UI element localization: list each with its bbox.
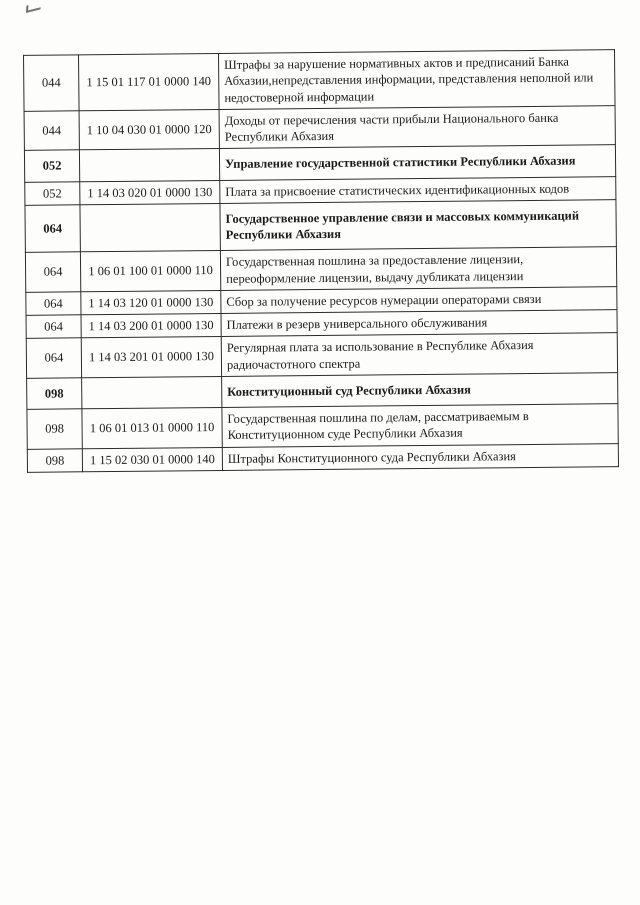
kbk-code-cell: 1 15 01 117 01 0000 140 (79, 53, 220, 110)
scan-artifact (26, 2, 41, 13)
description-cell: Сбор за получение ресурсов нумерации операторами связи (221, 286, 617, 313)
admin-code-cell: 064 (25, 205, 80, 253)
admin-code-cell: 064 (26, 315, 81, 339)
admin-code-cell: 052 (24, 150, 79, 182)
description-cell: Конституционный суд Республики Абхазия (222, 372, 618, 407)
description-cell: Государственное управление связи и массовых коммуникаций Республики Абхазия (220, 199, 616, 250)
table-row (24, 105, 615, 150)
kbk-code-cell (80, 203, 220, 252)
admin-code-cell: 064 (25, 252, 80, 292)
kbk-code-cell: 1 14 03 020 01 0000 130 (80, 180, 220, 205)
admin-code-cell: 098 (27, 448, 82, 472)
kbk-code-cell (79, 149, 219, 182)
kbk-code-cell: 1 14 03 200 01 0000 130 (81, 313, 221, 338)
table-row (24, 50, 616, 111)
kbk-code-cell: 1 15 02 030 01 0000 140 (82, 447, 222, 472)
description-cell: Штрафы Конституционного суда Республики Абхазия (222, 443, 618, 470)
table-body (24, 50, 619, 472)
table-row (27, 404, 618, 449)
kbk-code-cell: 1 14 03 120 01 0000 130 (81, 290, 221, 315)
description-cell: Штрафы за нарушение нормативных актов и предписаний Банка Абхазии,непредставления информации, представления неполной или недостоверной информации (219, 50, 616, 110)
kbk-code-cell: 1 14 03 201 01 0000 130 (81, 337, 221, 378)
admin-code-cell: 044 (24, 55, 80, 111)
revenue-codes-table (23, 49, 619, 472)
description-cell: Платежи в резерв универсального обслуживания (221, 310, 617, 337)
admin-code-cell: 064 (26, 292, 81, 316)
admin-code-cell: 052 (25, 181, 80, 205)
kbk-code-cell: 1 10 04 030 01 0000 120 (79, 109, 219, 150)
description-cell: Государственная пошлина за предоставление лицензии, переоформление лицензии, выдачу дубликата лицензии (220, 247, 616, 290)
kbk-code-cell: 1 06 01 100 01 0000 110 (80, 251, 220, 292)
description-cell: Регулярная плата за использование в Республике Абхазия радиочастотного спектра (221, 333, 617, 376)
kbk-code-cell: 1 06 01 013 01 0000 110 (82, 407, 222, 448)
table-row (27, 443, 618, 472)
admin-code-cell: 044 (24, 111, 79, 151)
description-cell: Доходы от перечисления части прибыли Национального банка Республики Абхазия (219, 105, 615, 148)
admin-code-cell: 064 (26, 338, 81, 378)
admin-code-cell: 098 (27, 378, 82, 410)
description-cell: Управление государственной статистики Республики Абхазия (219, 145, 615, 180)
description-cell: Государственная пошлина по делам, рассматриваемым в Конституционном суде Республики Абхазия (222, 404, 618, 447)
description-cell: Плата за присвоение статистических идентификационных кодов (220, 176, 616, 203)
kbk-code-cell (82, 376, 222, 409)
table-row (25, 199, 616, 252)
table-row (25, 247, 616, 292)
admin-code-cell: 098 (27, 409, 82, 449)
table-row (26, 333, 617, 378)
